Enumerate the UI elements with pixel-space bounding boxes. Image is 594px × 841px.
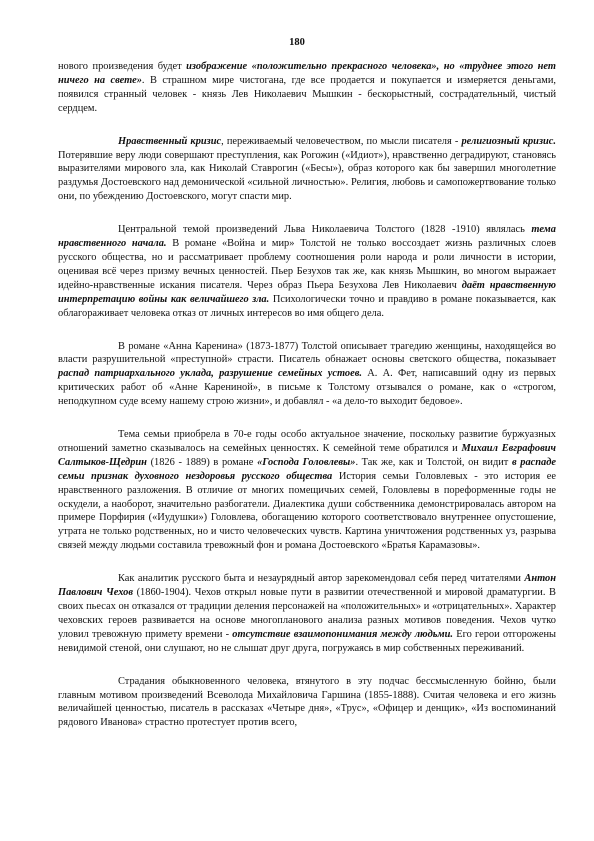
emphasized-text: Михаил Евграфович Салтыков-Щедрин <box>58 442 556 468</box>
text-run: Его герои отгорожены невидимой стеной, они слушают, но не слышат друг друга, погружаясь в мир собственных переживаний. <box>58 628 556 654</box>
text-run: нового произведения будет <box>58 61 187 72</box>
text-run: , переживаемый человечеством, по мысли писателя - <box>221 135 462 147</box>
emphasized-text: Антон Павлович Чехов <box>58 573 556 599</box>
emphasized-text: тема нравственного начала. <box>58 224 556 250</box>
emphasized-text: изображение «положительно прекрасного человека», но «труднее этого нет ничего на свете» <box>58 61 556 86</box>
paragraph <box>58 428 556 553</box>
text-run: Как аналитик русского быта и незаурядный автор зарекомендовал себя перед читателями <box>118 573 525 585</box>
emphasized-text: распад патриархального уклада, разрушение семейных устоев. <box>58 368 362 380</box>
text-run: История семьи Головлевых - это история ее нравственного разложения. В отличие от многих помещичьих семей, Головлевы в пореформенные годы не оскудели, а наоборот, значительно разбогатели. Диалектика души собственника демонстрировалась автором на примере Порфирия («Иудушки») Головлева, обогащению которого соответствовало внутреннее опустошение, утрата не только родственных, но и чисто человеческих чувств. Картина уничтожения родственных уз, разрыва связей между людьми составила тревожный фон и романа Достоевского «Братья Карамазовы». <box>58 470 556 552</box>
emphasized-text: в распаде семьи признак духовного нездоровья русского общества <box>58 456 556 482</box>
text-run: А. А. Фет, написавший одну из первых критических работ об «Анне Карениной», в письме к Толстому отзывался о романе, как о «строгом, неподкупном суде всему нашему строю жизни», и добавлял - «а дело-то выходит бедовое». <box>58 368 556 408</box>
text-run: Психологически точно и правдиво в романе показывается, как облагораживает человека отказ от личных интересов во имя общего дела. <box>58 293 556 319</box>
text-run: . В страшном мире чистогана, где все продается и покупается и измеряется деньгами, появился странный человек - князь Лев Николаевич Мышкин - бескорыстный, сострадательный, чистый сердцем. <box>58 74 556 114</box>
text-run: (1860-1904). Чехов открыл новые пути в развитии отечественной и мировой драматургии. В своих пьесах он отказался от традиции деления персонажей на «положительных» и «отрицательных». Характер чеховских героев развивается на основе многопланового анализа разных мотивов поведения. Чехов чутко уловил тревожную примету времени - <box>58 587 556 640</box>
paragraph <box>58 572 556 655</box>
emphasized-text: Нравственный кризис <box>118 135 222 147</box>
paragraph <box>58 340 556 410</box>
text-run: Центральной темой произведений Льва Николаевича Толстого (1828 -1910) являлась <box>118 224 532 236</box>
text-run: . Так же, как и Толстой, он видит <box>355 456 512 468</box>
page-number: 180 <box>289 37 305 48</box>
emphasized-text: отсутствие взаимопонимания между людьми. <box>232 628 454 640</box>
paragraph <box>58 60 556 116</box>
text-run: В романе «Война и мир» Толстой не только воссоздает жизнь различных слоев русского общества, но и рассматривает проблему соотношения роли народа и роли личности в истории, оценивая всё через призму вечных ценностей. Пьер Безухов так же, как князь Мышкин, во многом выражает идейно-нравственные искания писателя. Через образ Пьера Безухова Лев Николаевич <box>58 238 557 291</box>
text-run: Тема семьи приобрела в 70-е годы особо актуальное значение, поскольку развитие буржуазных отношений заметно сказывалось на семейных ценностях. К семейной теме обратился и <box>58 429 556 454</box>
text-run: (1826 - 1889) в романе <box>146 456 258 468</box>
emphasized-text: религиозный кризис. <box>461 135 557 147</box>
text-run: Страдания обыкновенного человека, втянутого в эту подчас бессмысленную бойню, были главным мотивом произведений Всеволода Михайловича Гаршина (1855-1888). Считая человека и его жизнь величайшей ценностью, писатель в рассказах «Четыре дня», «Трус», «Офицер и денщик», «Из воспоминаний рядового Иванова» страстно протестует против всего, <box>58 675 556 729</box>
emphasized-text: даёт нравственную интерпретацию войны как величайшего зла. <box>58 279 556 305</box>
paragraph <box>58 223 556 320</box>
paragraph <box>58 675 556 731</box>
emphasized-text: «Господа Головлевы» <box>257 456 356 468</box>
body-text <box>58 60 556 749</box>
text-run: Потерявшие веру люди совершают преступления, как Рогожин («Идиот»), нравственно деградируют, становясь выразителями мирового зла, как Николай Ставрогин («Бесы»), образ которого как бы завершил многолетние раздумья Достоевского над демонической «сильной личностью». Религия, любовь и самопожертвование только они, по убеждению Достоевского, могут спасти мир. <box>58 149 556 203</box>
paragraph <box>58 135 556 205</box>
text-run: В романе «Анна Каренина» (1873-1877) Толстой описывает трагедию женщины, находящейся во власти разрушительной «преступной» страсти. Писатель обнажает основы светского общества, показывает <box>58 340 556 366</box>
